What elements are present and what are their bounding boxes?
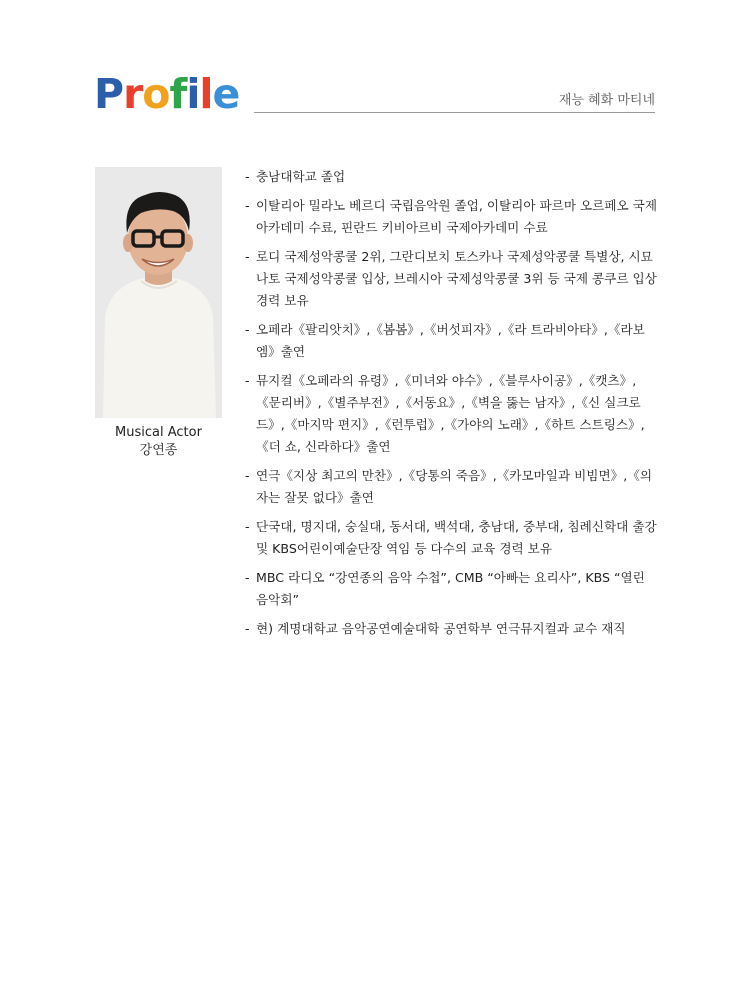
- logo-letter: f: [169, 70, 187, 118]
- header-caption: 재능 혜화 마티네: [558, 93, 655, 108]
- actor-caption: [95, 424, 222, 460]
- actor-portrait: [95, 167, 222, 418]
- logo-letter: l: [199, 70, 213, 118]
- career-item: - 로디 국제성악콩쿨 2위, 그란디보치 토스카나 국제성악콩쿨 특별상, 시묘나토 국제성악콩쿨 입상, 브레시아 국제성악콩쿨 3위 등 국제 콩쿠르 입상 경력 보유: [245, 249, 657, 308]
- logo-letter: r: [123, 70, 143, 118]
- career-item: - 단국대, 명지대, 숭실대, 동서대, 백석대, 충남대, 중부대, 침례신학대 출강 및 KBS어린이예술단장 역임 등 다수의 교육 경력 보유: [245, 519, 657, 556]
- career-item-text: 뮤지컬《오페라의 유령》,《미녀와 야수》,《블루사이공》,《캣츠》,《문리버》,《별주부전》,《서동요》,《벽을 뚫는 남자》,《신 실크로드》,《마지막 편지》,《런투럽》,《가야의 노래》,《하트 스트링스》,《더 쇼, 신라하다》출연: [256, 373, 645, 454]
- actor-role: Musical Actor: [115, 425, 202, 440]
- portrait-illustration: [95, 167, 222, 418]
- logo-letter: e: [212, 70, 240, 118]
- career-item: - 현) 계명대학교 음악공연예술대학 공연학부 연극뮤지컬과 교수 재직: [245, 621, 626, 636]
- career-item-text: 로디 국제성악콩쿨 2위, 그란디보치 토스카나 국제성악콩쿨 특별상, 시묘나토 국제성악콩쿨 입상, 브레시아 국제성악콩쿨 3위 등 국제 콩쿠르 입상 경력 보유: [256, 249, 657, 308]
- career-item: - 이탈리아 밀라노 베르디 국립음악원 졸업, 이탈리아 파르마 오르페오 국제 아카데미 수료, 핀란드 키비아르비 국제아카데미 수료: [245, 198, 657, 235]
- career-item: - 오페라《팔리앗치》,《봄봄》,《버섯피자》,《라 트라비아타》,《라보엠》출연: [245, 322, 645, 359]
- career-item-text: 연극《지상 최고의 만찬》,《당통의 죽음》,《카모마일과 비빔면》,《의자는 잘못 없다》출연: [256, 468, 652, 505]
- career-item: - MBC 라디오 “강연종의 음악 수첩”, CMB “아빠는 요리사”, KBS “열린 음악회”: [245, 570, 645, 607]
- header-divider: [254, 112, 655, 113]
- career-item-text: MBC 라디오 “강연종의 음악 수첩”, CMB “아빠는 요리사”, KBS “열린 음악회”: [256, 570, 645, 607]
- actor-name: 강연종: [139, 443, 178, 458]
- career-item: - 충남대학교 졸업: [245, 169, 346, 184]
- career-item: - 뮤지컬《오페라의 유령》,《미녀와 야수》,《블루사이공》,《캣츠》,《문리버》,《별주부전》,《서동요》,《벽을 뚫는 남자》,《신 실크로드》,《마지막 편지》,《런투럽》,《가야의 노래》,《하트 스트링스》,《더 쇼, 신라하다》출연: [245, 373, 645, 454]
- career-item: - 연극《지상 최고의 만찬》,《당통의 죽음》,《카모마일과 비빔면》,《의자는 잘못 없다》출연: [245, 468, 652, 505]
- career-item-text: 현) 계명대학교 음악공연예술대학 공연학부 연극뮤지컬과 교수 재직: [256, 621, 626, 636]
- logo-letter: i: [186, 70, 200, 118]
- logo-letter: o: [142, 70, 170, 118]
- profile-logo: [94, 70, 239, 118]
- career-item-text: 단국대, 명지대, 숭실대, 동서대, 백석대, 충남대, 중부대, 침례신학대 출강 및 KBS어린이예술단장 역임 등 다수의 교육 경력 보유: [256, 519, 657, 556]
- logo-letter: P: [94, 70, 124, 118]
- career-item-text: 오페라《팔리앗치》,《봄봄》,《버섯피자》,《라 트라비아타》,《라보엠》출연: [256, 322, 645, 359]
- career-item-text: 이탈리아 밀라노 베르디 국립음악원 졸업, 이탈리아 파르마 오르페오 국제 아카데미 수료, 핀란드 키비아르비 국제아카데미 수료: [256, 198, 657, 235]
- career-list: [245, 166, 657, 647]
- career-item-text: 충남대학교 졸업: [256, 169, 346, 184]
